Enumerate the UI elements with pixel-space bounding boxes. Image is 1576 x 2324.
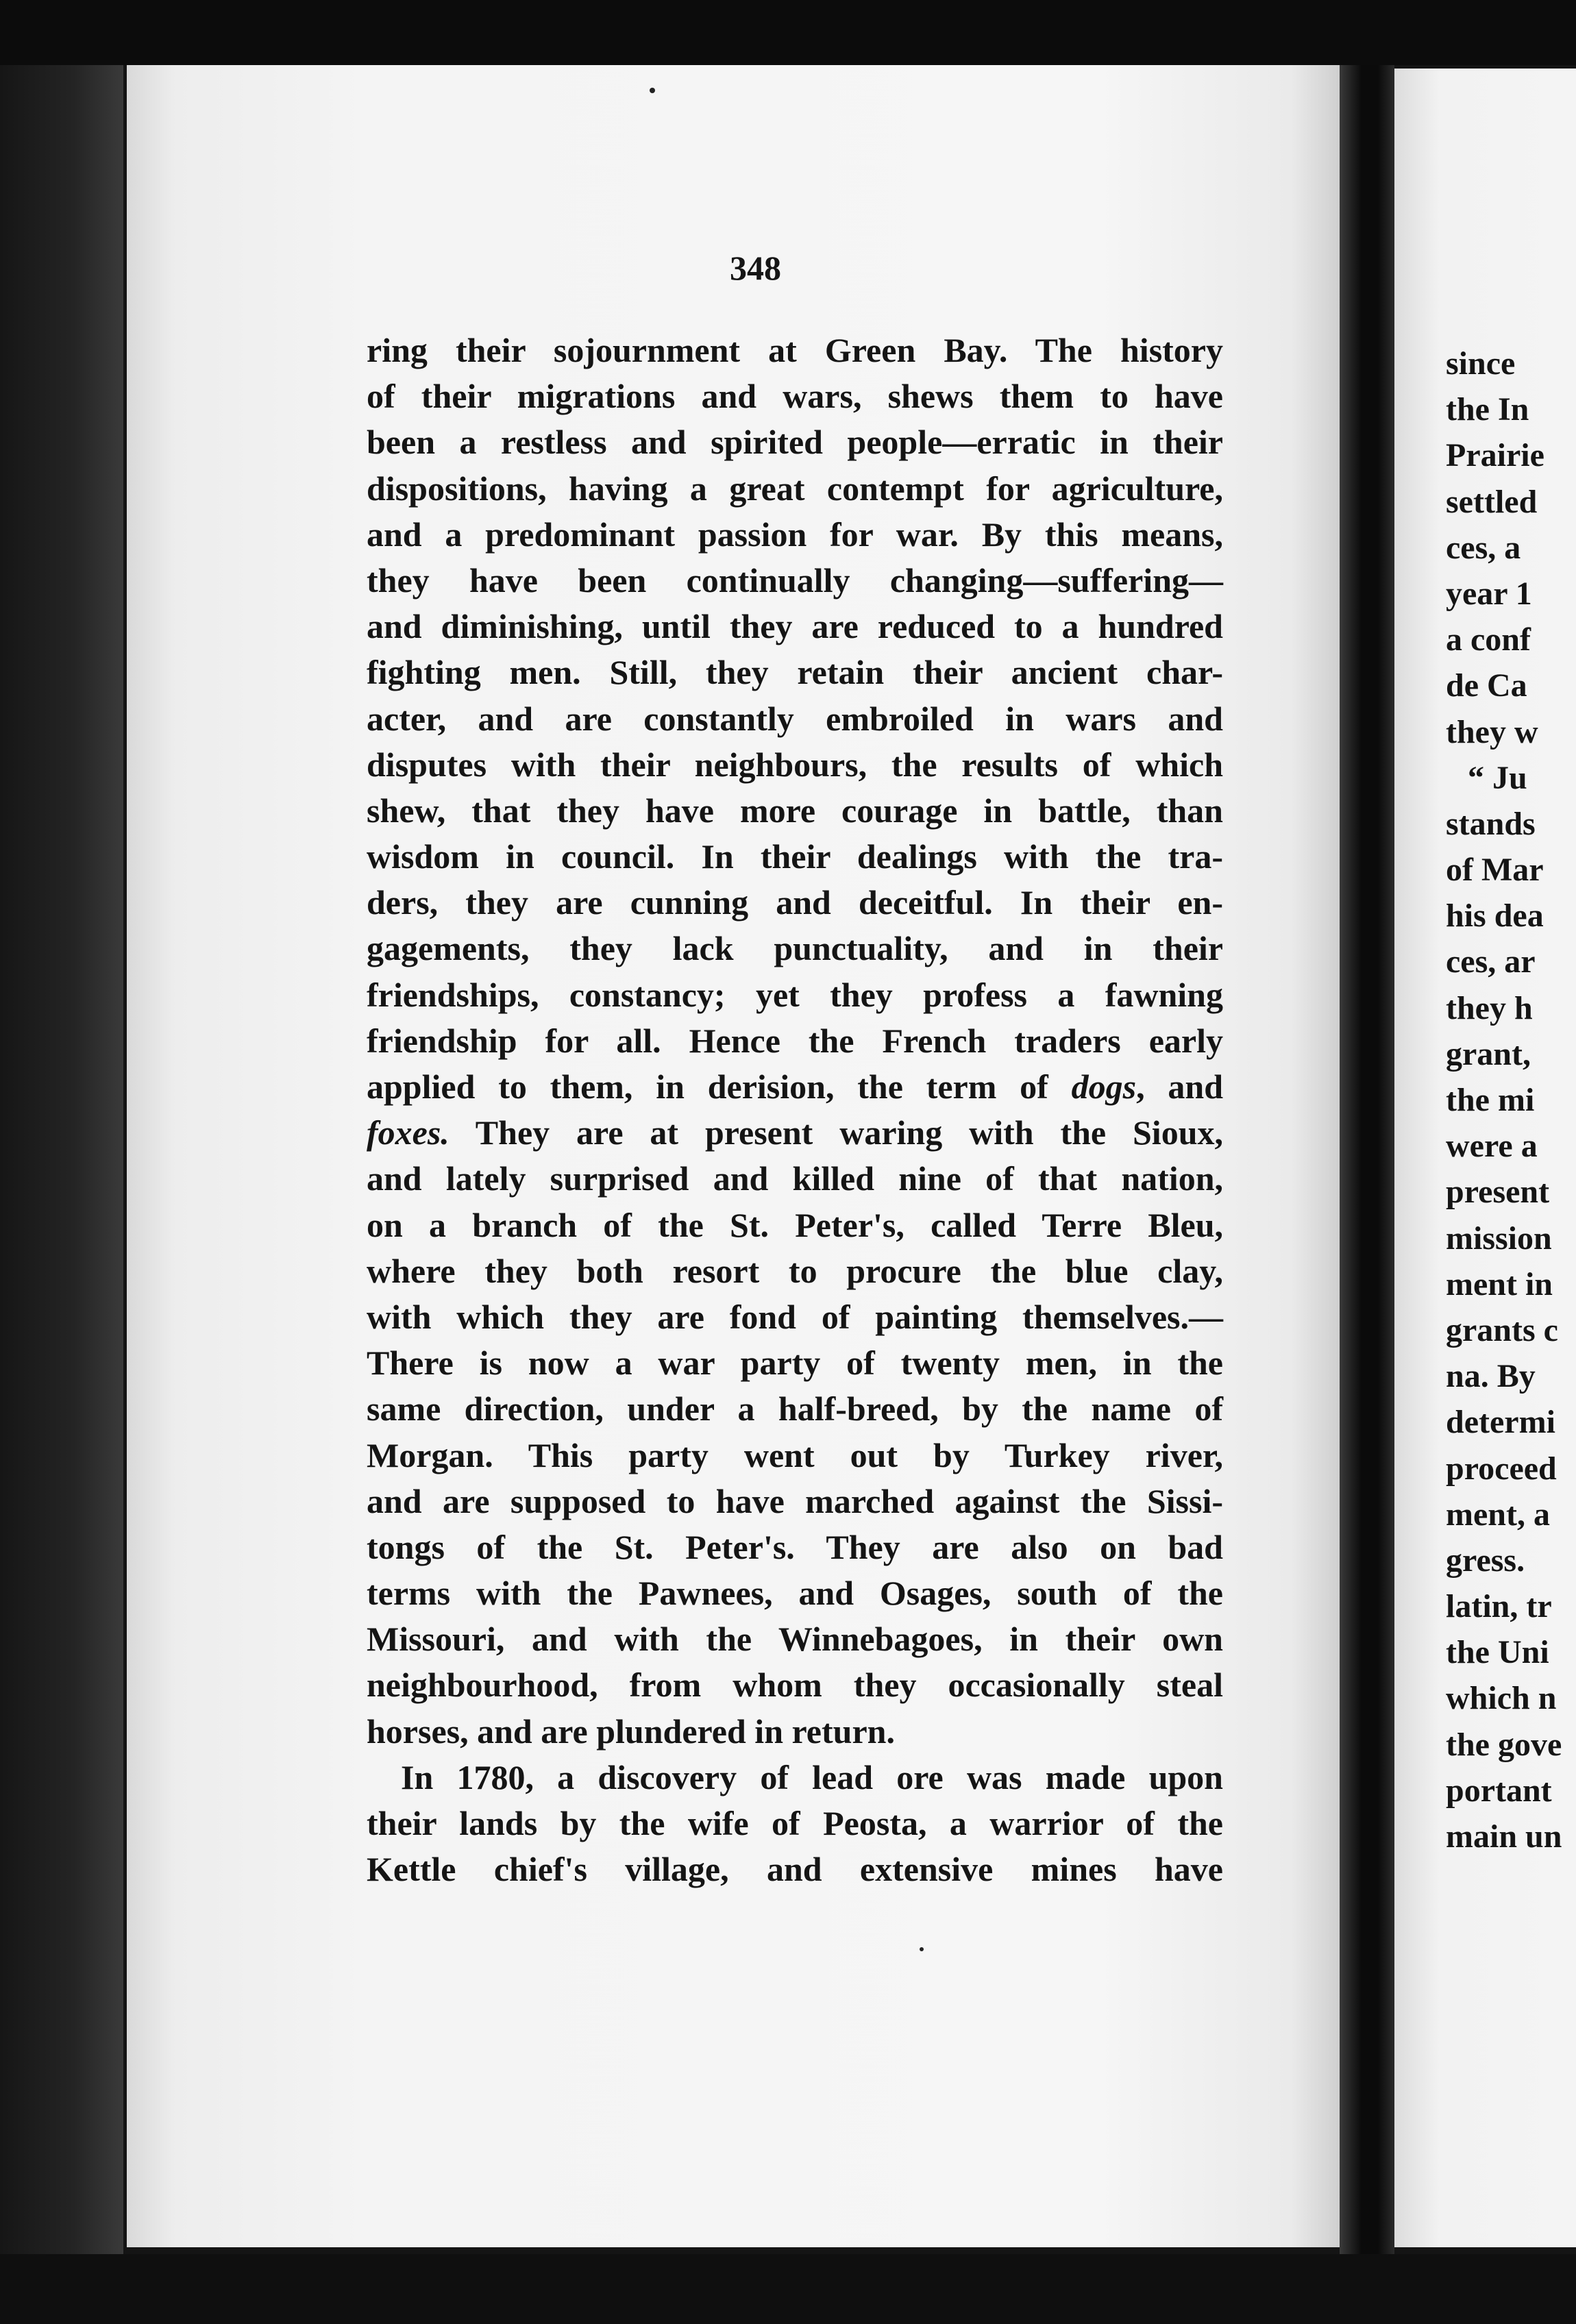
text-line: of their migrations and wars, shews them to have bbox=[367, 377, 1223, 416]
facing-text-line: “ Ju bbox=[1468, 759, 1527, 796]
facing-text-line: Prairie bbox=[1446, 437, 1544, 474]
text-line: Morgan. This party went out by Turkey river, bbox=[367, 1435, 1223, 1474]
facing-text-line: de Ca bbox=[1446, 667, 1527, 704]
text-line: and lately surprised and killed nine of that nation, bbox=[367, 1159, 1223, 1198]
text-segment: applied to them, in derision, the term of bbox=[367, 1067, 1072, 1106]
text-line: dispositions, having a great contempt for agriculture, bbox=[367, 469, 1223, 508]
facing-text-line: ment, a bbox=[1446, 1496, 1550, 1533]
text-line: acter, and are constantly embroiled in wars and bbox=[367, 699, 1223, 738]
text-line: horses, and are plundered in return. bbox=[367, 1711, 895, 1751]
text-line: with which they are fond of painting themselves.— bbox=[367, 1297, 1223, 1336]
book-gutter bbox=[1340, 65, 1394, 2254]
text-line: their lands by the wife of Peosta, a warrior of the bbox=[367, 1804, 1223, 1842]
text-line: friendship for all. Hence the French traders early bbox=[367, 1021, 1223, 1060]
facing-text-line: of Mar bbox=[1446, 852, 1544, 889]
facing-text-line: determi bbox=[1446, 1404, 1555, 1441]
facing-text-line: gress. bbox=[1446, 1542, 1525, 1579]
facing-text-line: which n bbox=[1446, 1680, 1557, 1717]
ink-speck bbox=[920, 1947, 924, 1951]
text-line bbox=[367, 1064, 1223, 1110]
text-line: disputes with their neighbours, the results of which bbox=[367, 745, 1223, 784]
facing-page-text bbox=[1446, 341, 1576, 1859]
text-line: friendships, constancy; yet they profess a fawning bbox=[367, 975, 1223, 1014]
text-line: In 1780, a discovery of lead ore was made upon bbox=[401, 1757, 1223, 1796]
facing-text-line: ces, ar bbox=[1446, 943, 1536, 980]
facing-text-line: the gove bbox=[1446, 1726, 1562, 1763]
facing-text-line: settled bbox=[1446, 483, 1538, 520]
facing-text-line: a conf bbox=[1446, 621, 1531, 658]
text-line: been a restless and spirited people—erratic in their bbox=[367, 423, 1223, 462]
text-line: fighting men. Still, they retain their ancient char- bbox=[367, 653, 1223, 692]
facing-text-line: his dea bbox=[1446, 898, 1544, 935]
facing-text-line: grants c bbox=[1446, 1311, 1558, 1348]
facing-text-line: present bbox=[1446, 1174, 1550, 1211]
facing-text-line: stands bbox=[1446, 805, 1536, 842]
text-line: on a branch of the St. Peter's, called Terre Bleu, bbox=[367, 1205, 1223, 1244]
text-segment: , and bbox=[1136, 1067, 1224, 1106]
text-line: ring their sojournment at Green Bay. The history bbox=[367, 331, 1223, 369]
facing-text-line: the In bbox=[1446, 391, 1529, 428]
facing-text-line: year 1 bbox=[1446, 575, 1532, 612]
main-text-block bbox=[367, 327, 1223, 1892]
facing-text-line: na. By bbox=[1446, 1358, 1536, 1395]
facing-text-line: they w bbox=[1446, 713, 1538, 750]
text-line: Kettle chief's village, and extensive mines have bbox=[367, 1850, 1223, 1889]
ink-speck bbox=[650, 88, 655, 93]
text-line: There is now a war party of twenty men, in the bbox=[367, 1344, 1223, 1383]
facing-text-line: mission bbox=[1446, 1220, 1552, 1257]
italic-term: dogs bbox=[1071, 1067, 1137, 1106]
facing-text-line: since bbox=[1446, 345, 1516, 382]
facing-text-line: latin, tr bbox=[1446, 1588, 1552, 1625]
facing-text-line: main un bbox=[1446, 1818, 1562, 1855]
scan-border-top bbox=[0, 0, 1576, 65]
text-line: ders, they are cunning and deceitful. In their en- bbox=[367, 883, 1223, 922]
facing-text-line: the Uni bbox=[1446, 1634, 1549, 1671]
facing-text-line: were a bbox=[1446, 1128, 1538, 1165]
text-line: and diminishing, until they are reduced to a hundred bbox=[367, 607, 1223, 646]
facing-text-line: ment in bbox=[1446, 1265, 1553, 1302]
text-line: tongs of the St. Peter's. They are also on bad bbox=[367, 1527, 1223, 1566]
scan-border-left bbox=[0, 65, 123, 2254]
text-line: neighbourhood, from whom they occasionally steal bbox=[367, 1666, 1223, 1705]
facing-text-line: portant bbox=[1446, 1772, 1552, 1809]
text-line: shew, that they have more courage in battle, than bbox=[367, 791, 1223, 830]
text-line: terms with the Pawnees, and Osages, south of the bbox=[367, 1574, 1223, 1613]
text-line: and are supposed to have marched against the Sissi- bbox=[367, 1481, 1223, 1520]
scan-border-bottom bbox=[0, 2254, 1576, 2324]
text-line: same direction, under a half-breed, by the name of bbox=[367, 1389, 1223, 1429]
facing-text-line: proceed bbox=[1446, 1450, 1557, 1487]
text-line: where they both resort to procure the blue clay, bbox=[367, 1251, 1223, 1290]
facing-text-line: grant, bbox=[1446, 1035, 1531, 1072]
text-line: they have been continually changing—suffering— bbox=[367, 560, 1223, 599]
page-number: 348 bbox=[730, 249, 781, 287]
facing-text-line: ces, a bbox=[1446, 529, 1521, 566]
facing-text-line: the mi bbox=[1446, 1082, 1535, 1118]
italic-term: foxes. bbox=[367, 1113, 450, 1152]
text-line bbox=[367, 1110, 1223, 1156]
text-line: gagements, they lack punctuality, and in their bbox=[367, 929, 1223, 968]
text-segment: They are at present waring with the Sioux, bbox=[449, 1113, 1223, 1152]
facing-text-line: they h bbox=[1446, 989, 1533, 1026]
text-line: wisdom in council. In their dealings with the tra- bbox=[367, 837, 1223, 876]
text-line: Missouri, and with the Winnebagoes, in their own bbox=[367, 1620, 1223, 1659]
text-line: and a predominant passion for war. By this means, bbox=[367, 515, 1223, 554]
